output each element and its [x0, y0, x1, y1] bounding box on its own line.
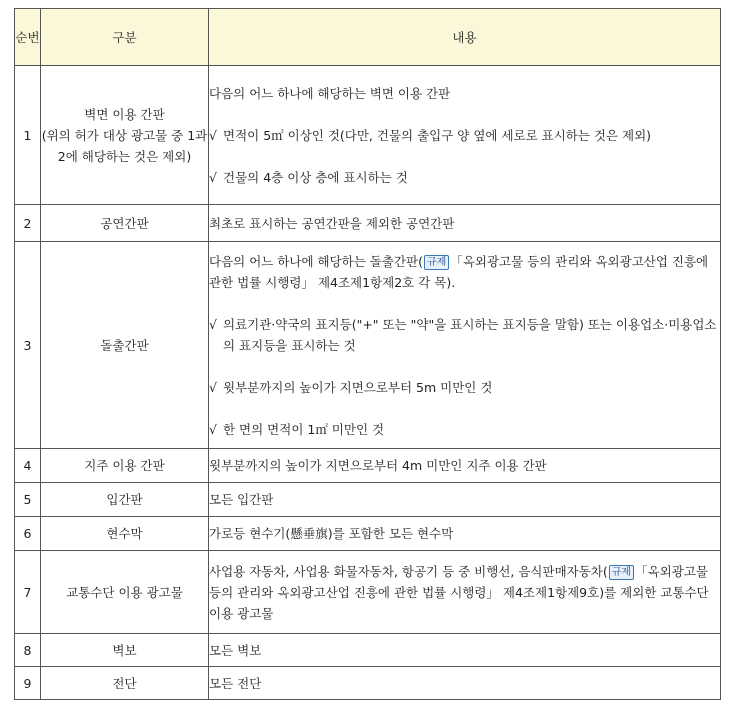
row-number: 3 [15, 242, 41, 449]
row-category: 전단 [41, 667, 209, 700]
row-content: 가로등 현수기(懸垂旗)를 포함한 모든 현수막 [209, 517, 721, 551]
check-icon: √ [209, 421, 217, 437]
row-number: 8 [15, 634, 41, 667]
row-category: 입간판 [41, 483, 209, 517]
row-number: 7 [15, 551, 41, 634]
table-row [15, 242, 721, 449]
row-category: 교통수단 이용 광고물 [41, 551, 209, 634]
content-bullet: √ 윗부분까지의 높이가 지면으로부터 5m 미만인 것 [209, 377, 720, 398]
row-content: 모든 벽보 [209, 634, 721, 667]
table-header-row [15, 9, 721, 66]
row-number: 4 [15, 449, 41, 483]
check-icon: √ [209, 379, 217, 395]
check-icon: √ [209, 316, 217, 332]
row-content: 윗부분까지의 높이가 지면으로부터 4m 미만인 지주 이용 간판 [209, 449, 721, 483]
row-content [209, 242, 721, 449]
row-content: 모든 전단 [209, 667, 721, 700]
row-category: 돌출간판 [41, 242, 209, 449]
content-bullet: √ 한 면의 면적이 1㎡ 미만인 것 [209, 419, 720, 440]
regulation-table [14, 8, 721, 700]
row-content: 최초로 표시하는 공연간판을 제외한 공연간판 [209, 205, 721, 242]
table-row [15, 667, 721, 700]
row-content: 모든 입간판 [209, 483, 721, 517]
header-category: 구분 [41, 9, 209, 66]
table-row [15, 551, 721, 634]
table-row [15, 66, 721, 205]
regulation-badge[interactable]: 규제 [424, 255, 449, 270]
row-number: 1 [15, 66, 41, 205]
row-category: 공연간판 [41, 205, 209, 242]
content-bullet: √ 면적이 5㎡ 이상인 것(다만, 건물의 출입구 양 옆에 세로로 표시하는 것은 제외) [209, 125, 720, 146]
header-no: 순번 [15, 9, 41, 66]
row-category: 지주 이용 간판 [41, 449, 209, 483]
row-number: 5 [15, 483, 41, 517]
content-intro: 다음의 어느 하나에 해당하는 돌출간판( 규제 「옥외광고물 등의 관리와 옥외광고산업 진흥에 관한 법률 시행령」 제4조제1항제2호 각 목). [209, 253, 709, 290]
check-icon: √ [209, 169, 217, 185]
row-category: 벽면 이용 간판 (위의 허가 대상 광고물 중 1과 2에 해당하는 것은 제외) [41, 66, 209, 205]
header-content: 내용 [209, 9, 721, 66]
table-row [15, 483, 721, 517]
regulation-badge[interactable]: 규제 [609, 565, 634, 580]
row-content [209, 551, 721, 634]
content-bullet: √ 의료기관·약국의 표지등("+" 또는 "약"을 표시하는 표지등을 말함) 또는 이용업소·미용업소의 표지등을 표시하는 것 [209, 314, 720, 356]
row-number: 6 [15, 517, 41, 551]
row-number: 2 [15, 205, 41, 242]
table-row [15, 517, 721, 551]
content-intro: 다음의 어느 하나에 해당하는 벽면 이용 간판 [209, 85, 451, 101]
row-category: 현수막 [41, 517, 209, 551]
content-text: 사업용 자동차, 사업용 화물자동차, 항공기 등 중 비행선, 음식판매자동차( 규제 「옥외광고물 등의 관리와 옥외광고산업 진흥에 관한 법률 시행령」 제4조제1항제9호)를 제외한 교통수단 이용 광고물 [209, 563, 709, 621]
row-number: 9 [15, 667, 41, 700]
row-content [209, 66, 721, 205]
row-category: 벽보 [41, 634, 209, 667]
table-row [15, 634, 721, 667]
table-row [15, 205, 721, 242]
content-bullet: √ 건물의 4층 이상 층에 표시하는 것 [209, 167, 720, 188]
table-row [15, 449, 721, 483]
check-icon: √ [209, 127, 217, 143]
